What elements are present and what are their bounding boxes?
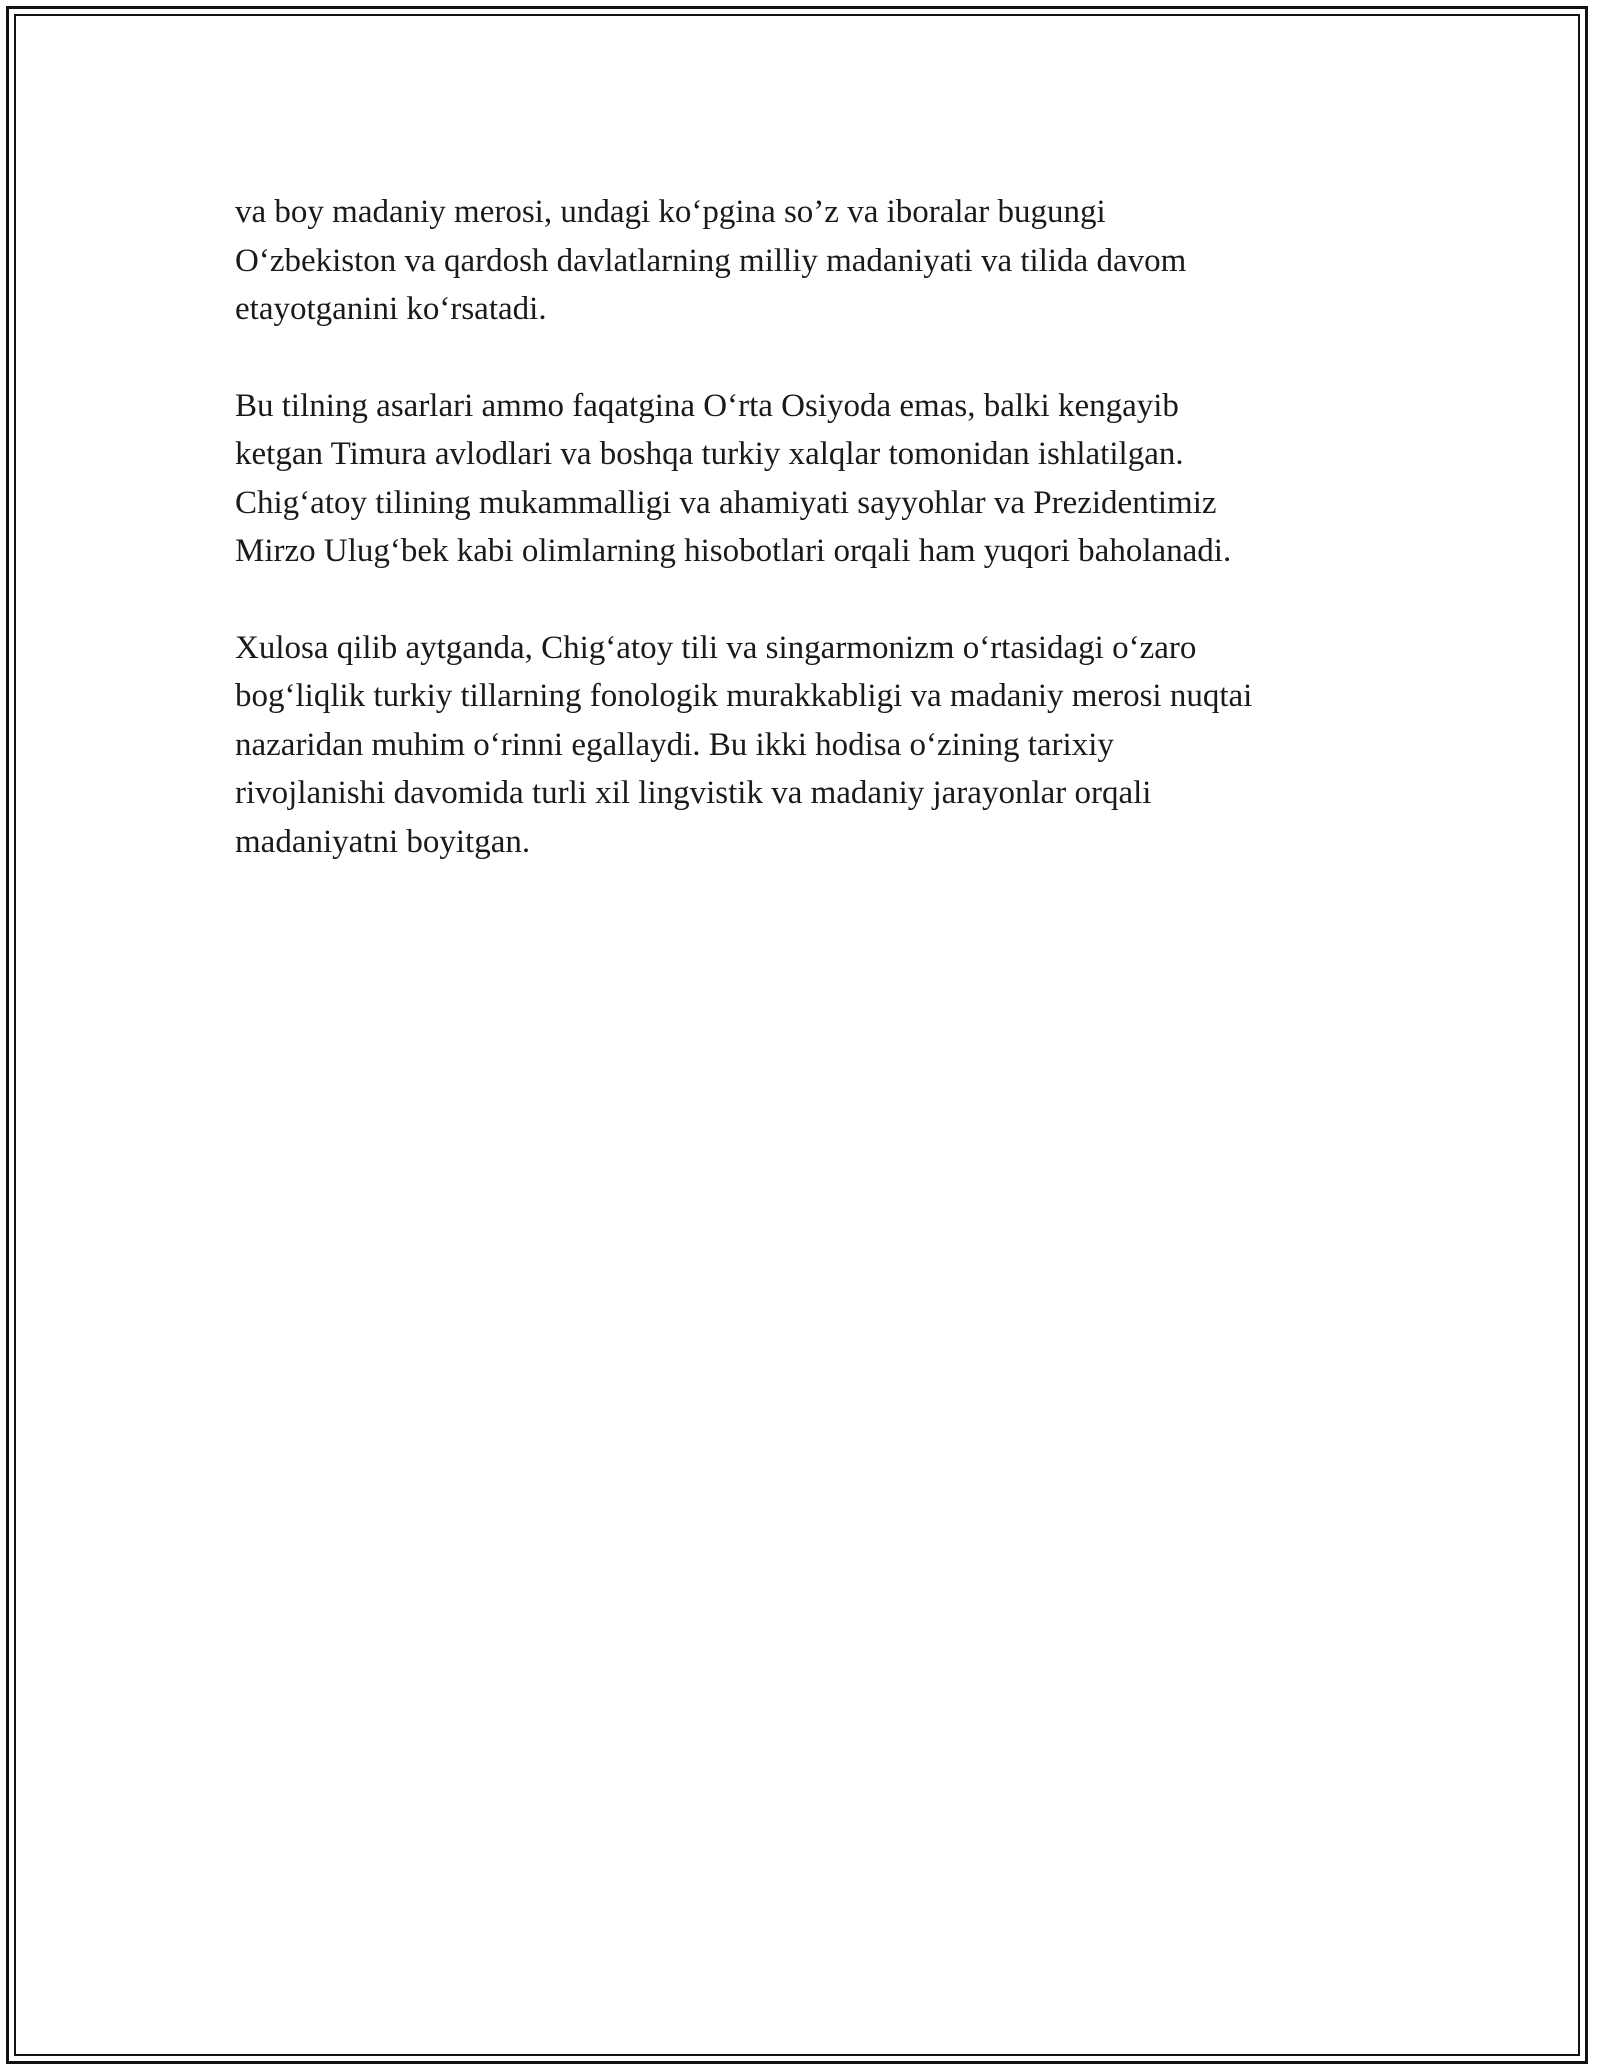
text-line: Xulosa qilib aytganda, Chigʻatoy tili va singarmonizm oʻrtasidagi oʻzaro (235, 629, 1197, 666)
text-line: madaniyatni boyitgan. (235, 823, 531, 860)
paragraph-3 (235, 624, 1375, 867)
text-line: Chigʻatoy tilining mukammalligi va ahamiyati sayyohlar va Prezidentimiz (235, 484, 1217, 521)
text-line: nazaridan muhim oʻrinni egallaydi. Bu ikki hodisa oʻzining tarixiy (235, 726, 1114, 763)
text-line: rivojlanishi davomida turli xil lingvistik va madaniy jarayonlar orqali (235, 775, 1152, 811)
text-line: Mirzo Ulugʻbek kabi olimlarning hisobotlari orqali ham yuqori baholanadi. (235, 533, 1232, 569)
text-line: Oʻzbekiston va qardosh davlatlarning milliy madaniyati va tilida davom (235, 242, 1187, 279)
text-line: bogʻliqlik turkiy tillarning fonologik murakkabligi va madaniy merosi nuqtai (235, 678, 1253, 714)
document-body (235, 188, 1375, 914)
text-line: ketgan Timura avlodlari va boshqa turkiy xalqlar tomonidan ishlatilgan. (235, 436, 1184, 472)
text-line: etayotganini koʻrsatadi. (235, 291, 547, 327)
paragraph-2 (235, 382, 1375, 576)
text-line: Bu tilning asarlari ammo faqatgina Oʻrta Osiyoda emas, balki kengayib (235, 387, 1179, 424)
paragraph-1 (235, 188, 1375, 334)
text-line: va boy madaniy merosi, undagi koʻpgina so’z va iboralar bugungi (235, 194, 1106, 230)
